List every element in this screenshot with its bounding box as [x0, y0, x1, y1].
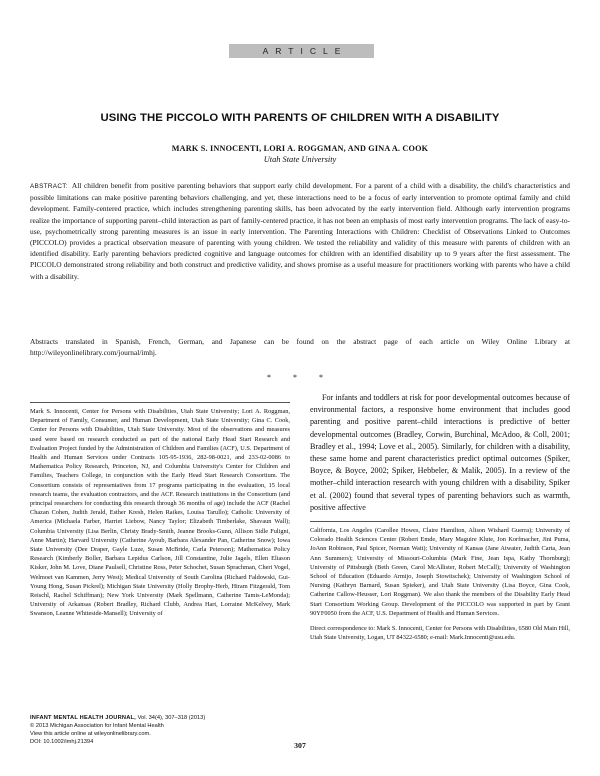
journal-name: INFANT MENTAL HEALTH JOURNAL, — [30, 715, 136, 721]
translated-abstracts-note: Abstracts translated in Spanish, French, German, and Japanese can be found on the abstract page of each article on Wiley Online Library at http://wileyonlinelibrary.com/journal/imhj. — [30, 337, 570, 358]
correspondence-note: Direct correspondence to: Mark S. Innocenti, Center for Persons with Disabilities, 6580 Old Main Hill, Utah State University, Logan, UT 84322-6580; e-mail: Mark.Innocenti@usu.edu. — [310, 625, 570, 642]
journal-online-link[interactable]: View this article online at wileyonlinelibrary.com. — [30, 731, 151, 737]
author-affiliation: Utah State University — [263, 155, 337, 164]
abstract-label: ABSTRACT: — [30, 183, 68, 190]
author-note-footnote: Mark S. Innocenti, Center for Persons with Disabilities, Utah State University; Lori A. Roggman, Department of Family, Consumer, and Human Development, Utah State University; Gina C. Cook, Center for Persons with Disabilities, Utah State University. Most of the observations and measures used were based on research conducted as part of the national Early Head Start Research and Evaluation Project funded by the Administration of Children and Families (ACF), U.S. Department of Health and Human Services under Contracts 105-95-1936, 282-98-0021, and 233-02-0086 to Mathematica Policy Research, Princeton, NJ, and Columbia University's Center for Children and Families, Teachers College, in conjunction with the Early Head Start Research Consortium. The Consortium consists of representatives from 17 programs participating in the evaluation, 15 local research teams, the evaluation contractors, and the ACF. Research institutions in the Consortium (and principal researchers for conducting this research through 36 months of age) include the ACF (Rachel Chazan Cohen, Judith Jerald, Esther Kresh, Helen Raikes, Louisa Tarullo); Catholic University of America (Michaela Farber, Harriet Liebow, Nancy Taylor; Elizabeth Timberlake, Shavaun Wall); Columbia University (Lisa Berlin, Christy Brady-Smith, Jeanne Brooks-Gunn, Allison Sidle Fuligni, Anne Martin); Harvard University (Catherine Ayoub, Barbara Alexander Pan, Catherine Snow); Iowa State University (Dee Draper, Gayle Luze, Susan McBride, Carla Peterson); Mathematica Policy Research (Kimberly Boller, Barbara Lepidus Carlson, Jill Constantine, Julie Jagels, Ellen Eliason Kisker, John M. Love, Diane Paulsell, Christine Ross, Peter Schochet, Susan Sprachman, Cheri Vogel, Welmoet van Kammen, Jerry West); Medical University of South Carolina (Richard Faldowski, Gui-Young Hong, Susan Pickrel); Michigan State University (Holly Brophy-Herb, Hiram Fitzgerald, Tom Reischl, Rachel Schiffman); New York University (Mark Spellmann, Catherine Tamis-LeMonda); University of Arkansas (Robert Bradley, Richard Clubb, Andrea Hart, Lorraine McKelvey, Mark Swanson, Leanne Whiteside-Mansell); University of — [30, 408, 290, 618]
abstract — [30, 180, 570, 282]
footnote-block — [310, 521, 570, 642]
journal-volume: Vol. 34(4), 307–318 (2013) — [137, 715, 206, 721]
right-column — [310, 392, 570, 642]
author-note-continued: California, Los Angeles (Carollee Howes, Claire Hamilton, Alison Wishard Guerra); University of Colorado Health Sciences Center (Robert Emde, Mary Maguire Klute, Jon Korfmacher, Jini Puma, JoAnn Robinson, Paul Spicer, Norman Watt); University of Kansas (Jane Atwater, Judith Carta, Jean Ann Summers); University of Missouri-Columbia (Mark Fine, Jean Ispa, Kathy Thornburg); University of Pittsburgh (Beth Green, Carol McAllister, Robert McCall); University of Washington School of Education (Eduardo Armijo, Joseph Stowitschek); University of Washington School of Nursing (Kathryn Barnard, Susan Spieker), and Utah State University (Lisa Boyce, Gina Cook, Catherine Callow-Heusser, Lori Roggman). We also thank the members of the Disability Early Head Start Consortium Working Group. Development of the PICCOLO was supported in part by Grant 90YF0050 from the ACF, U.S. Department of Health and Human Services. — [310, 527, 570, 617]
article-type-label: ARTICLE — [229, 44, 374, 58]
journal-doi[interactable]: DOI: 10.1002/imhj.21394 — [30, 739, 94, 745]
left-column — [30, 402, 290, 699]
abstract-text: All children benefit from positive parenting behaviors that support early child development. For a parent of a child with a disability, the child's characteristics and possible limitations can make positive parenting behaviors challenging, and yet, these interactions need to be a focus of early intervention to promote optimal family and child development. Family-centered practice, which includes strengthening parenting skills, has been advocated by the early intervention field. Although early intervention programs realize the importance of supporting parent–child interaction as part of family-centered practice, it has not been an emphasis of most early intervention programs. The lack of easy-to-use, psychometrically strong parenting measures is an issue in early intervention. The Parenting Interactions with Children: Checklist of Observations Linked to Outcomes (PICCOLO) provides a practical observation measure of parenting with young children. We tested the reliability and validity of this measure with parents of children with an identified disability. Early parenting behaviors predicted cognitive and language outcomes for children with an identified disability up to 9 years after the first assessment. The PICCOLO demonstrated strong reliability and both construct and predictive validity, and shows promise as a useful measure for practitioners working with parents who have a child with a disability. — [30, 181, 570, 281]
page-number: 307 — [294, 741, 306, 750]
body-text-intro: For infants and toddlers at risk for poor developmental outcomes because of environmental factors, a responsive home environment that includes good parenting and positive parent–child interactions is predictive of better developmental outcomes (Bradley, Corwin, Burchinal, McAdoo, & Coll, 2001; Bradley et al., 1994; Love et al., 2005). Similarly, for children with a disability, these same home and parent characteristics predict optimal outcomes (Spiker, Boyce, & Boyce, 2002; Spiker, Hebbeler, & Malik, 2005). In a review of the mother–child interaction research with young children with a disability, Spiker et al. (2002) found that several types of parenting behaviors such as warmth, positive affective — [310, 393, 570, 512]
article-title: USING THE PICCOLO WITH PARENTS OF CHILDREN WITH A DISABILITY — [100, 112, 500, 124]
journal-copyright: © 2013 Michigan Association for Infant Mental Health — [30, 723, 164, 729]
section-separator: * * * — [267, 373, 333, 382]
author-list: MARK S. INNOCENTI, LORI A. ROGGMAN, AND GINA A. COOK — [171, 144, 429, 153]
journal-info — [30, 714, 290, 746]
